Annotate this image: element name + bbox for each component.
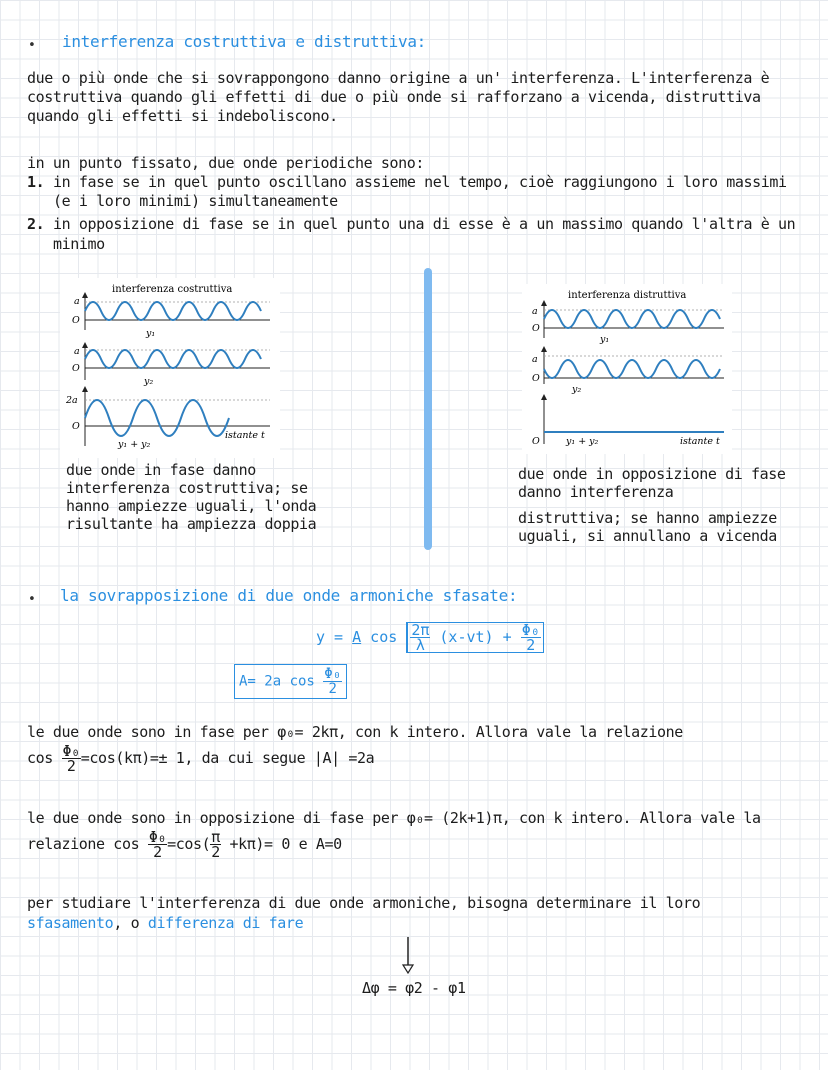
- paragraph-line: due o più onde che si sovrappongono danno origine a un' interferenza. L'interferenza è: [27, 69, 770, 87]
- term-differenza: differenza di fare: [147, 914, 304, 932]
- fraction-numerator: Φ₀: [324, 666, 342, 682]
- axis-label-2a: 2a: [66, 395, 78, 406]
- caption-line: interferenza costruttiva; se: [66, 479, 308, 497]
- axis-label-a: a: [532, 354, 538, 365]
- amplitude-lhs: A= 2a cos: [239, 673, 324, 690]
- wave-y2: [85, 350, 261, 368]
- fraction-numerator: π: [211, 828, 220, 846]
- axis-label-a: a: [74, 346, 80, 357]
- fraction-numerator: 2π: [411, 621, 430, 639]
- fraction-denominator: 2: [153, 843, 162, 861]
- label-y2: y₂: [572, 384, 582, 395]
- formula-middle: (x-vt) +: [430, 628, 521, 646]
- wave-y1: [85, 302, 261, 320]
- arrow-icon: [541, 346, 547, 352]
- bullet: •: [28, 592, 36, 607]
- wave-sum: [85, 400, 229, 436]
- label-sum: y₁ + y₂: [118, 439, 151, 450]
- amplitude-formula: [234, 664, 347, 699]
- axis-label-o: O: [72, 421, 80, 432]
- list-item: in fase se in quel punto oscillano assieme nel tempo, cioè raggiungono i loro massimi: [53, 173, 787, 191]
- paragraph-line: le due onde sono in fase per φ₀= 2kπ, con k intero. Allora vale la relazione: [27, 723, 683, 741]
- fraction-denominator: 2: [211, 843, 220, 861]
- caption-line: danno interferenza: [518, 483, 674, 501]
- axis-label-a: a: [74, 296, 80, 307]
- bullet: •: [28, 38, 36, 53]
- paragraph-line: in un punto fissato, due onde periodiche sono:: [27, 154, 425, 172]
- caption-line: uguali, si annullano a vicenda: [518, 527, 777, 545]
- arrow-icon: [82, 342, 88, 348]
- formula-y: y =: [316, 628, 353, 646]
- label-y1: y₁: [146, 328, 156, 339]
- caption-line: risultante ha ampiezza doppia: [66, 515, 317, 533]
- axis-label-o: O: [532, 436, 540, 447]
- figure-constructive: [60, 278, 280, 458]
- paragraph-line: [27, 830, 342, 859]
- fraction-phi: [323, 667, 342, 696]
- wave-y2: [544, 360, 720, 378]
- fraction-denominator: 2: [328, 681, 337, 697]
- term-sfasamento: sfasamento: [27, 914, 114, 932]
- arrow-icon: [541, 300, 547, 306]
- label-sum: y₁ + y₂: [566, 436, 599, 447]
- caption-line: due onde in fase danno: [66, 461, 256, 479]
- text-segment: cos: [27, 749, 62, 767]
- label-time: istante t: [225, 430, 265, 441]
- list-number: 1.: [27, 173, 45, 191]
- paragraph-line: [27, 915, 303, 932]
- fraction-2pi-lambda: [410, 623, 430, 652]
- fraction-numerator: Φ₀: [62, 742, 80, 760]
- label-time: istante t: [680, 436, 720, 447]
- formula-cos: cos: [361, 628, 407, 646]
- arrow-down-icon: [400, 935, 416, 975]
- fraction-phi: [521, 623, 541, 652]
- paragraph-line: le due onde sono in opposizione di fase per φ₀= (2k+1)π, con k intero. Allora vale la: [27, 809, 761, 827]
- text-segment: =cos(kπ)=± 1, da cui segue |A| =2a: [80, 749, 375, 767]
- list-item: (e i loro minimi) simultaneamente: [53, 192, 338, 210]
- wave-y1: [544, 310, 720, 328]
- divider: [424, 268, 432, 550]
- paragraph-line: [27, 744, 374, 773]
- arrow-icon: [82, 292, 88, 298]
- caption-line: due onde in opposizione di fase: [518, 465, 786, 483]
- formula-a: A: [352, 628, 362, 646]
- fraction-denominator: λ: [415, 636, 425, 654]
- label-y2: y₂: [144, 376, 154, 387]
- axis-label-o: O: [72, 315, 80, 326]
- text-segment: +kπ)= 0 e A=0: [220, 835, 342, 853]
- section-heading: interferenza costruttiva e distruttiva:: [62, 32, 426, 51]
- figure-title: interferenza distruttiva: [568, 290, 687, 301]
- figure-title: interferenza costruttiva: [112, 284, 233, 295]
- label-y1: y₁: [600, 334, 610, 345]
- axis-label-o: O: [532, 323, 540, 334]
- wave-formula: [316, 622, 544, 672]
- text-segment: =cos(: [167, 835, 211, 853]
- axis-label-a: a: [532, 306, 538, 317]
- fraction-numerator: Φ₀: [148, 828, 167, 846]
- delta-phi-formula: Δφ = φ2 - φ1: [362, 979, 466, 997]
- figure-destructive: [522, 284, 732, 454]
- paragraph-line: per studiare l'interferenza di due onde armoniche, bisogna determinare il loro: [27, 894, 701, 912]
- paragraph-line: costruttiva quando gli effetti di due o più onde si rafforzano a vicenda, distruttiva: [27, 88, 761, 106]
- list-item: minimo: [53, 235, 105, 253]
- section-heading: la sovrapposizione di due onde armoniche sfasate:: [60, 586, 518, 605]
- list-number: 2.: [27, 215, 45, 233]
- caption-line: distruttiva; se hanno ampiezze: [518, 509, 777, 527]
- fraction-denominator: 2: [526, 636, 536, 654]
- axis-label-o: O: [72, 363, 80, 374]
- text-segment: , o: [113, 914, 148, 932]
- fraction-denominator: 2: [66, 757, 76, 775]
- fraction-phi: [148, 830, 167, 859]
- arrow-icon: [541, 394, 547, 400]
- arrow-icon: [82, 386, 88, 392]
- fraction-pi: [210, 830, 221, 859]
- caption-line: hanno ampiezze uguali, l'onda: [66, 497, 317, 515]
- formula-bracket: [406, 622, 543, 653]
- axis-label-o: O: [532, 373, 540, 384]
- list-item: in opposizione di fase se in quel punto una di esse è a un massimo quando l'altra è un: [53, 215, 796, 233]
- text-segment: relazione cos: [27, 835, 148, 853]
- fraction-numerator: Φ₀: [521, 621, 540, 639]
- paragraph-line: quando gli effetti si indeboliscono.: [27, 107, 338, 125]
- fraction-phi: [62, 744, 81, 773]
